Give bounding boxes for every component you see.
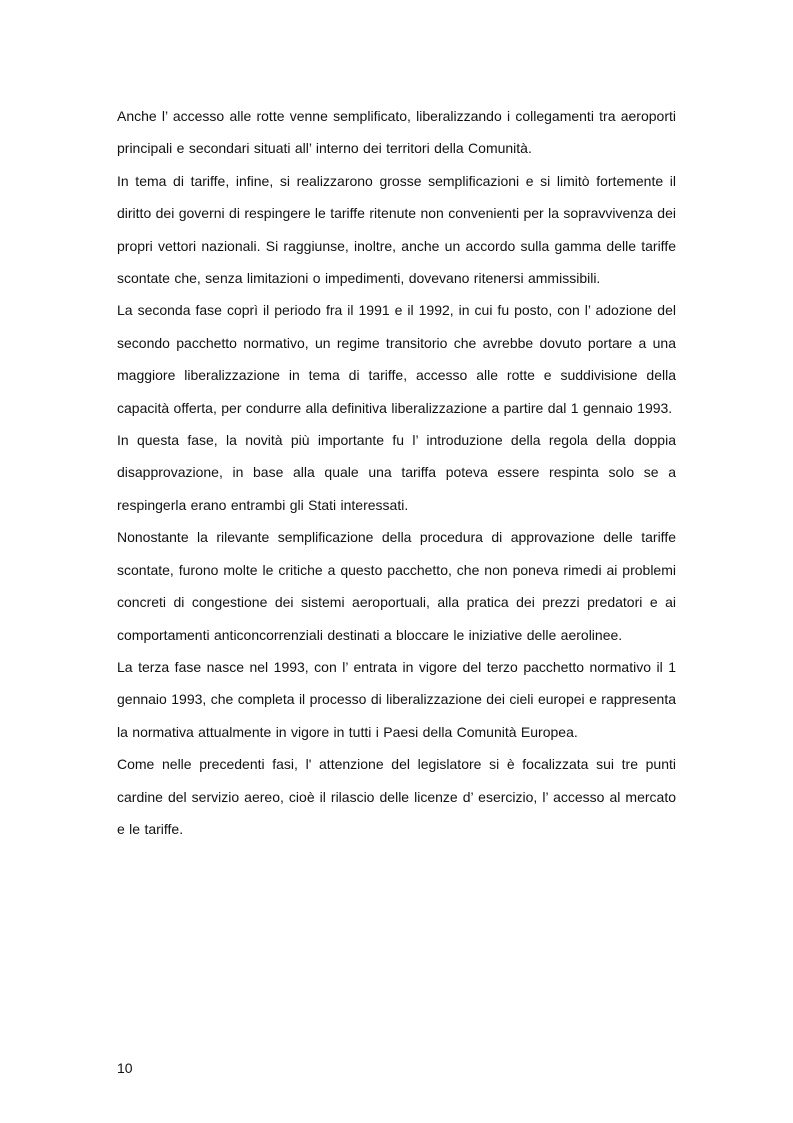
paragraph: Come nelle precedenti fasi, l' attenzione del legislatore si è focalizzata sui tre punti cardine del servizio aereo, cioè il rilascio delle licenze d’ esercizio, l’ accesso al mercato e le tariffe. (117, 756, 676, 837)
page-body (117, 100, 676, 845)
paragraph: Anche l’ accesso alle rotte venne semplificato, liberalizzando i collegamenti tra aeroporti principali e secondari situati all’ interno dei territori della Comunità. (117, 108, 676, 157)
paragraph: La terza fase nasce nel 1993, con l’ entrata in vigore del terzo pacchetto normativo il 1 gennaio 1993, che completa il processo di liberalizzazione dei cieli europei e rappresenta la normativa attualmente in vigore in tutti i Paesi della Comunità Europea. (117, 658, 676, 740)
paragraph: In questa fase, la novità più importante fu l’ introduzione della regola della doppia disapprovazione, in base alla quale una tariffa poteva essere respinta solo se a respingerla erano entrambi gli Stati interessati. (117, 432, 676, 513)
paragraph: Nonostante la rilevante semplificazione della procedura di approvazione delle tariffe scontate, furono molte le critiche a questo pacchetto, che non poneva rimedi ai problemi concreti di congestione dei sistemi aeroportuali, alla pratica dei prezzi predatori e ai comportamenti anticoncorrenziali destinati a bloccare le iniziative delle aerolinee. (117, 529, 676, 643)
page-number: 10 (117, 1060, 133, 1076)
paragraph: La seconda fase coprì il periodo fra il 1991 e il 1992, in cui fu posto, con l’ adozione del secondo pacchetto normativo, un regime transitorio che avrebbe dovuto portare a una maggiore liberalizzazione in tema di tariffe, accesso alle rotte e suddivisione della capacità offerta, per condurre alla definitiva liberalizzazione a partire dal 1 gennaio 1993. (117, 302, 676, 416)
paragraph: In tema di tariffe, infine, si realizzarono grosse semplificazioni e si limitò fortemente il diritto dei governi di respingere le tariffe ritenute non convenienti per la sopravvivenza dei propri vettori nazionali. Si raggiunse, inoltre, anche un accordo sulla gamma delle tariffe scontate che, senza limitazioni o impedimenti, dovevano ritenersi ammissibili. (117, 172, 676, 287)
